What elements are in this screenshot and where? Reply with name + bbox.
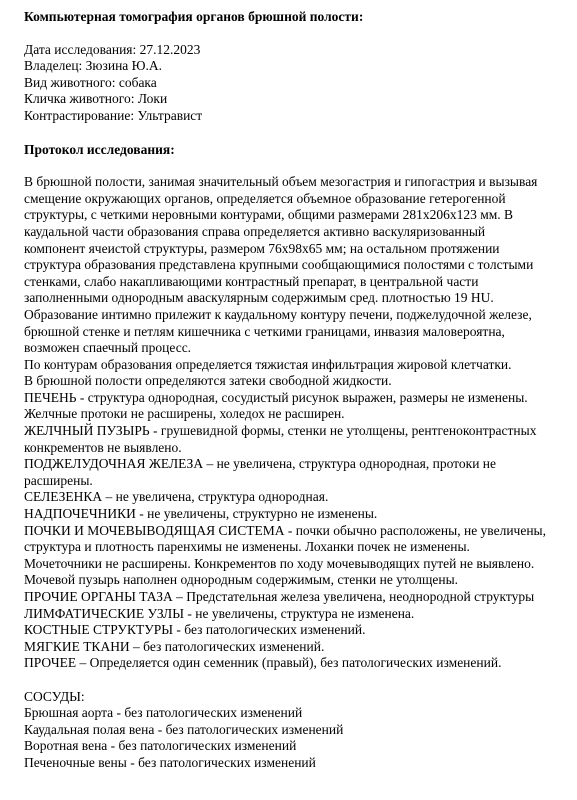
section-spacer <box>24 672 569 689</box>
body-line: структуры, с четкими неровными контурами, общими размерами 281x206x123 мм. В <box>24 207 514 223</box>
body-line: компонент ячеистой структуры, размером 76x98x65 мм; на остальном протяжении <box>24 240 500 256</box>
body-line: НАДПОЧЕЧНИКИ - не увеличены, структурно не изменены. <box>24 506 378 522</box>
body-line: конкрементов не выявлено. <box>24 439 182 455</box>
body-line: По контурам образования определяется тяжистая инфильтрация жировой клетчатки. <box>24 356 512 372</box>
vessels-section <box>24 689 569 772</box>
vessel-item: Воротная вена - без патологических изменений <box>24 738 297 754</box>
protocol-body <box>24 174 569 672</box>
body-line: стенками, слабо накапливающими контрастный препарат, в центральной части <box>24 273 479 289</box>
meta-study-date: Дата исследования: 27.12.2023 <box>24 41 201 57</box>
body-line: структура и плотность паренхимы не изменены. Лоханки почек не изменены. <box>24 539 470 555</box>
body-line: СЕЛЕЗЕНКА – не увеличена, структура однородная. <box>24 489 329 505</box>
body-line: Мочеточники не расширены. Конкрементов по ходу мочевыводящих путей не выявлено. <box>24 555 535 571</box>
vessels-heading: СОСУДЫ: <box>24 688 85 704</box>
body-line: ПЕЧЕНЬ - структура однородная, сосудистый рисунок выражен, размеры не изменены. <box>24 389 528 405</box>
body-line: расширены. <box>24 472 93 488</box>
body-line: заполненными однородным аваскулярным содержимым сред. плотностью 19 HU. <box>24 290 494 306</box>
body-line: ЛИМФАТИЧЕСКИЕ УЗЛЫ - не увеличены, структура не изменена. <box>24 605 415 621</box>
study-meta <box>24 42 569 125</box>
protocol-heading: Протокол исследования: <box>24 141 175 157</box>
body-line: В брюшной полости, занимая значительный объем мезогастрия и гипогастрия и вызывая <box>24 174 538 190</box>
body-line: структура образования представлена крупными сообщающимися полостями с толстыми <box>24 257 534 273</box>
meta-species: Вид животного: собака <box>24 74 157 90</box>
body-line: возможен спаечный процесс. <box>24 340 192 356</box>
vessel-item: Каудальная полая вена - без патологических изменений <box>24 721 344 737</box>
body-line: ЖЕЛЧНЫЙ ПУЗЫРЬ - грушевидной формы, стенки не утолщены, рентгеноконтрастных <box>24 423 537 439</box>
body-line: Желчные протоки не расширены, холедох не расширен. <box>24 406 345 422</box>
meta-contrast: Контрастирование: Ультравист <box>24 107 203 123</box>
body-line: ПОЧКИ И МОЧЕВЫВОДЯЩАЯ СИСТЕМА - почки обычно расположены, не увеличены, <box>24 522 547 538</box>
body-line: МЯГКИЕ ТКАНИ – без патологических изменений. <box>24 638 325 654</box>
body-line: В брюшной полости определяются затеки свободной жидкости. <box>24 373 392 389</box>
body-line: Образование интимно прилежит к каудальному контуру печени, поджелудочной железе, <box>24 306 532 322</box>
meta-pet-name: Кличка животного: Локи <box>24 91 168 107</box>
document-title: Компьютерная томография органов брюшной полости: <box>24 9 364 24</box>
vessel-item: Печеночные вены - без патологических изменений <box>24 754 316 770</box>
body-line: каудальной части образования справа определяется активно васкуляризованный <box>24 223 486 239</box>
body-line: ПРОЧЕЕ – Определяется один семенник (правый), без патологических изменений. <box>24 655 502 671</box>
body-line: смещение окружающих органов, определяется объемное образование гетерогенной <box>24 190 506 206</box>
body-line: ПРОЧИЕ ОРГАНЫ ТАЗА – Предстательная железа увеличена, неоднородной структуры <box>24 589 535 604</box>
body-line: брюшной стенке и петлям кишечника с четкими границами, инвазия маловероятна, <box>24 323 505 339</box>
body-line: КОСТНЫЕ СТРУКТУРЫ - без патологических изменений. <box>24 622 366 638</box>
meta-owner: Владелец: Зюзина Ю.А. <box>24 58 163 74</box>
vessel-item: Брюшная аорта - без патологических изменений <box>24 705 303 721</box>
body-line: ПОДЖЕЛУДОЧНАЯ ЖЕЛЕЗА – не увеличена, структура однородная, протоки не <box>24 456 497 472</box>
body-line: Мочевой пузырь наполнен однородным содержимым, стенки не утолщены. <box>24 572 459 588</box>
